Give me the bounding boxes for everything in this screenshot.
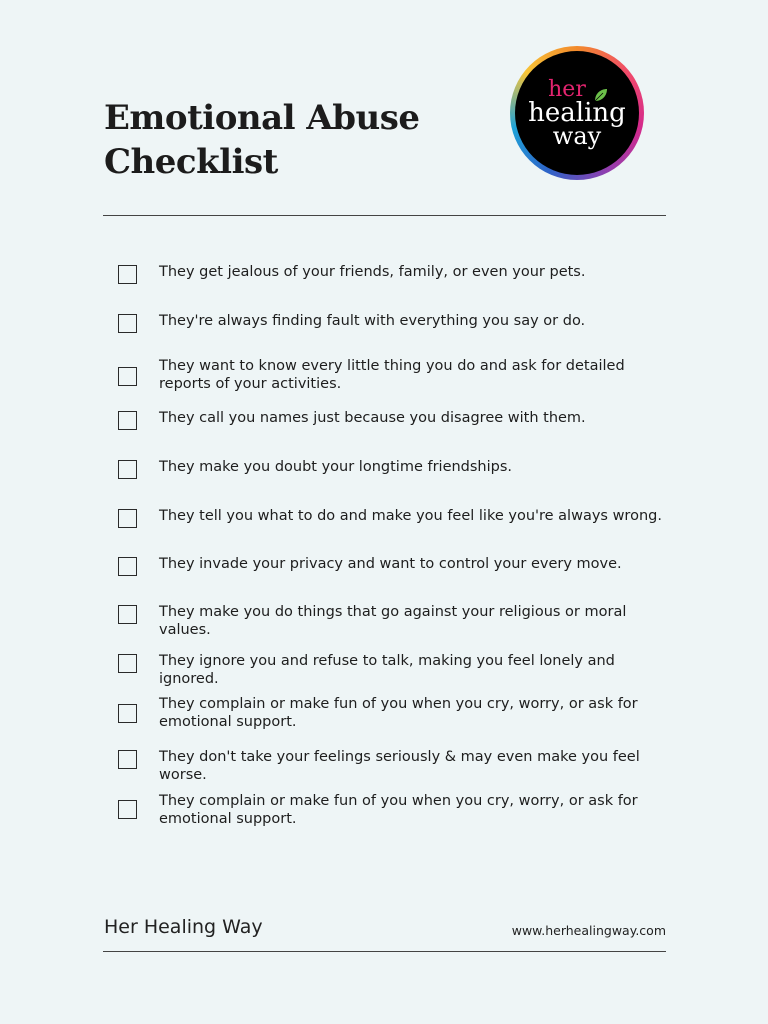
checkbox[interactable] [118,411,137,430]
checklist-item-text: They get jealous of your friends, family, or even your pets. [159,264,586,280]
checklist-item-text: They're always finding fault with everything you say or do. [159,313,586,329]
checklist-item-text: They want to know every little thing you do and ask for detailed reports of your activities. [159,358,625,392]
logo-way: way [552,122,602,150]
checkbox[interactable] [118,460,137,479]
checklist-item-text: They make you do things that go against your religious or moral values. [159,604,627,638]
checklist-item-text: They make you doubt your longtime friendships. [159,459,513,475]
checklist-item-text: They don't take your feelings seriously & may even make you feel worse. [159,749,640,783]
checkbox[interactable] [118,704,137,723]
checkbox[interactable] [118,314,137,333]
checklist-item-text: They complain or make fun of you when you cry, worry, or ask for emotional support. [159,793,638,827]
logo-her: her [548,77,586,102]
checkbox[interactable] [118,557,137,576]
footer-url[interactable]: www.herhealingway.com [511,923,666,938]
bottom-divider [103,951,666,952]
checkbox[interactable] [118,265,137,284]
checkbox[interactable] [118,509,137,528]
title-line-1: Emotional Abuse [104,98,420,138]
checkbox[interactable] [118,367,137,386]
logo-healing: healing [528,98,626,128]
checkbox[interactable] [118,750,137,769]
checklist-item-text: They call you names just because you disagree with them. [159,410,586,426]
title-line-2: Checklist [104,142,278,182]
checkbox[interactable] [118,800,137,819]
checklist-item-text: They complain or make fun of you when you cry, worry, or ask for emotional support. [159,696,638,730]
page-title [104,96,420,184]
footer-brand: Her Healing Way [104,916,263,938]
checkbox[interactable] [118,654,137,673]
logo [510,46,644,180]
checklist-item-text: They invade your privacy and want to control your every move. [159,556,622,572]
checklist-item-text: They ignore you and refuse to talk, making you feel lonely and ignored. [159,653,615,687]
checklist-item-text: They tell you what to do and make you feel like you're always wrong. [159,508,662,524]
top-divider [103,215,666,216]
checkbox[interactable] [118,605,137,624]
